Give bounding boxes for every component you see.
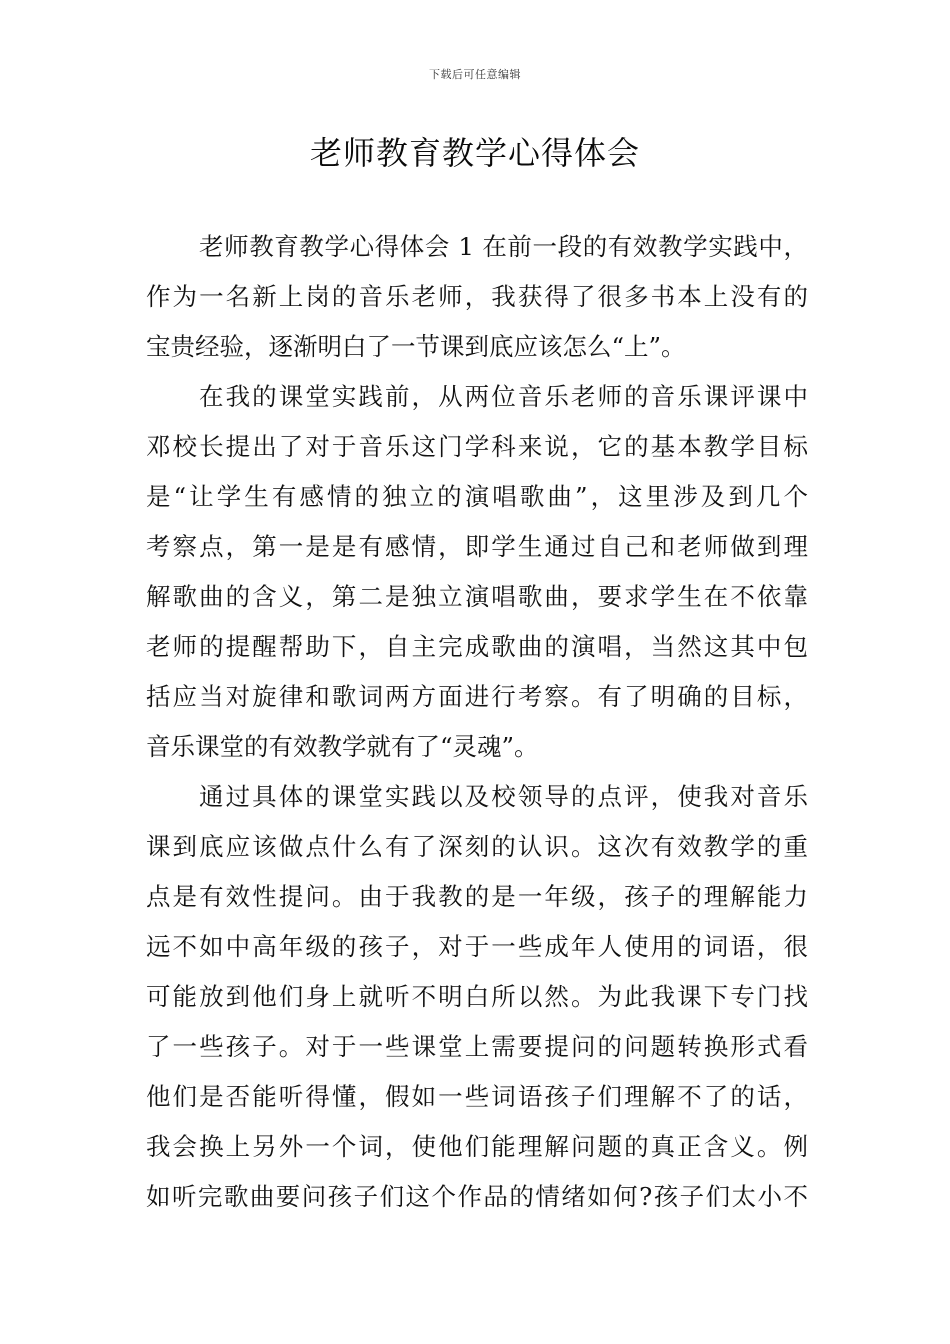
paragraph-3-line-6: 了一些孩子。对于一些课堂上需要提问的问题转换形式看 <box>146 1032 808 1061</box>
paragraph-3-line-1: 通过具体的课堂实践以及校领导的点评，使我对音乐 <box>199 782 808 811</box>
paragraph-1-line-1: 老师教育教学心得体会 1 在前一段的有效教学实践中， <box>199 232 808 261</box>
document-body <box>146 222 808 1222</box>
paragraph-2-line-1: 在我的课堂实践前，从两位音乐老师的音乐课评课中 <box>199 382 808 411</box>
paragraph-3-line-5: 可能放到他们身上就听不明白所以然。为此我课下专门找 <box>146 982 808 1011</box>
paragraph-2-line-7: 括应当对旋律和歌词两方面进行考察。有了明确的目标， <box>146 682 808 711</box>
header-note: 下载后可任意编辑 <box>429 68 521 81</box>
paragraph-2-line-4: 考察点，第一是是有感情，即学生通过自己和老师做到理 <box>146 532 808 561</box>
paragraph-3-line-2: 课到底应该做点什么有了深刻的认识。这次有效教学的重 <box>146 832 808 861</box>
paragraph-3-line-9: 如听完歌曲要问孩子们这个作品的情绪如何?孩子们太小不 <box>146 1182 808 1211</box>
document-title: 老师教育教学心得体会 <box>309 134 640 172</box>
paragraph-3-line-8: 我会换上另外一个词，使他们能理解问题的真正含义。例 <box>146 1132 808 1161</box>
paragraph-3-line-3: 点是有效性提问。由于我教的是一年级，孩子的理解能力 <box>146 882 808 911</box>
paragraph-3-line-7: 他们是否能听得懂，假如一些词语孩子们理解不了的话， <box>146 1082 808 1111</box>
paragraph-2-line-5: 解歌曲的含义，第二是独立演唱歌曲，要求学生在不依靠 <box>146 582 808 611</box>
paragraph-2-line-2: 邓校长提出了对于音乐这门学科来说，它的基本教学目标 <box>146 432 808 461</box>
paragraph-1-line-2: 作为一名新上岗的音乐老师，我获得了很多书本上没有的 <box>146 282 808 311</box>
paragraph-3-line-4: 远不如中高年级的孩子，对于一些成年人使用的词语，很 <box>146 932 808 961</box>
paragraph-2-line-6: 老师的提醒帮助下，自主完成歌曲的演唱，当然这其中包 <box>146 632 808 661</box>
paragraph-2-line-8: 音乐课堂的有效教学就有了“灵魂”。 <box>146 732 539 761</box>
paragraph-2-line-3: 是“让学生有感情的独立的演唱歌曲”，这里涉及到几个 <box>146 482 808 511</box>
paragraph-1-line-3: 宝贵经验，逐渐明白了一节课到底应该怎么“上”。 <box>146 332 686 361</box>
